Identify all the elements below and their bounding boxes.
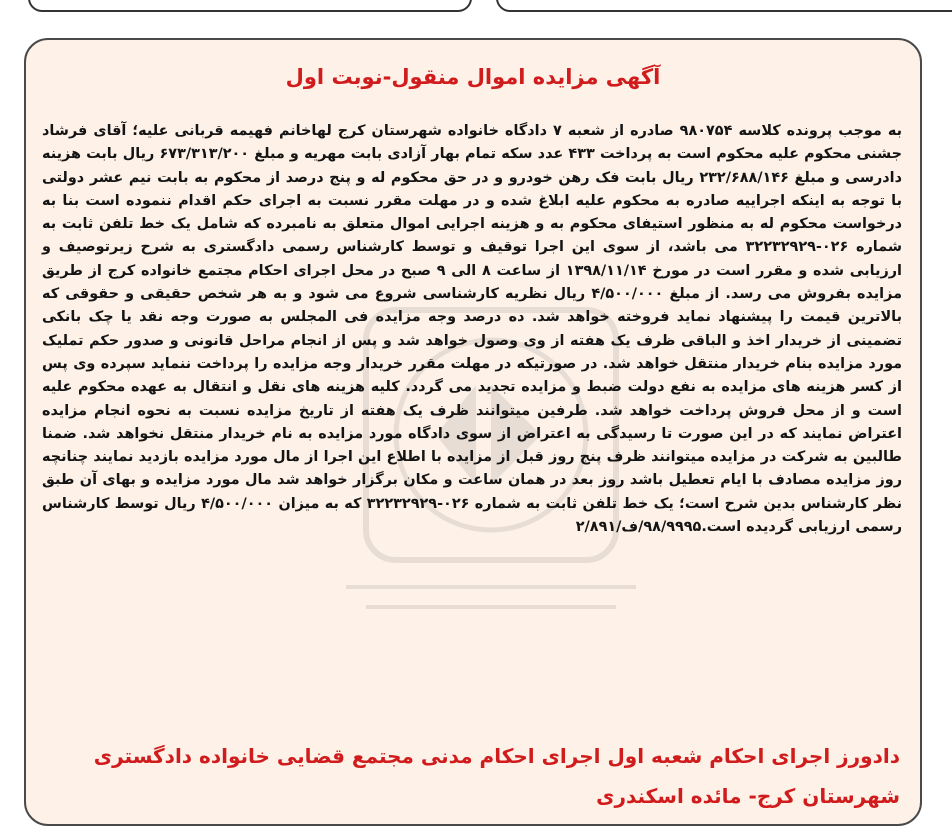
signature-line-1: دادورز اجرای احکام شعبه اول اجرای احکام مدنی مجتمع قضایی خانواده دادگستری [93, 744, 900, 768]
auction-notice-box [24, 38, 922, 826]
notice-title: آگهی مزایده اموال منقول-نوبت اول [285, 65, 661, 89]
notice-body-text: به موجب پرونده کلاسه ۹۸۰۷۵۴ صادره از شعبه ۷ دادگاه خانواده شهرستان کرج لهاخانم فهیمه قربانی علیه؛ آقای فرشاد جشنی محکوم علیه محکوم است به پرداخت ۴۳۳ عدد سکه تمام بهار آزادی بابت مهریه و مبلغ ۶۷۳/۳۱۳/۲۰۰ ریال بابت هزینه دادرسی و مبلغ ۲۳۲/۶۸۸/۱۴۶ ریال بابت فک رهن خودرو و در حق محکوم له و پنج درصد از محکوم به بابت نیم عشر دولتی با توجه به اینکه اجراییه صادره به محکوم علیه ابلاغ شده و در مهلت مقرر نسبت به اجرای حکم اقدام ننموده است بنا به درخواست محکوم له به منظور استیفای محکوم به و هزینه اجرایی اموال متعلق به نامبرده که شامل یک خط تلفن ثابت به شماره ۰۲۶-۳۲۲۳۲۹۲۹ می باشد، از سوی این اجرا توقیف و توسط کارشناس رسمی دادگستری به شرح زیرتوصیف و ارزیابی شده و مقرر است در مورخ ۱۳۹۸/۱۱/۱۴ از ساعت ۸ الی ۹ صبح در محل اجرای احکام مجتمع خانواده کرج از طریق مزایده بفروش می رسد. از مبلغ ۴/۵۰۰/۰۰۰ ریال نظریه کارشناسی شروع می شود و به هر شخص حقیقی و حقوقی که بالاترین قیمت را پیشنهاد نماید فروخته خواهد شد. ده درصد وجه مزایده فی المجلس به صورت وجه نقد یا چک بانکی تضمینی از خریدار اخذ و الباقی ظرف یک هفته از وی وصول خواهد شد و پس از انجام مراحل قانونی و صدور حکم تملیک مورد مزایده بنام خریدار منتقل خواهد شد. در صورتیکه در مهلت مقرر خریدار وجه مزایده را پرداخت ننماید سپرده وی پس از کسر هزینه های مزایده به نفع دولت ضبط و مزایده تجدید می گردد. کلیه هزینه های نقل و انتقال به عهده محکوم علیه است و از محل فروش پرداخت خواهد شد. طرفین میتوانند ظرف یک هفته از تاریخ مزایده نسبت به نحوه انجام مزایده اعتراض نمایند که در این صورت تا رسیدگی به اعتراض از سوی دادگاه مورد مزایده به نام خریدار منتقل نخواهد شد. ضمنا طالبین به شرکت در مزایده میتوانند ظرف پنج روز قبل از مزایده با اطلاع این اجرا از مال مورد مزایده بازدید نمایند چنانچه روز مزایده مصادف با ایام تعطیل باشد روز بعد در همان ساعت و مکان برگزار خواهد شد مال مورد مزایده و بهای آن طبق نظر کارشناس بدین شرح است؛ یک خط تلفن ثابت به شماره ۰۲۶-۳۲۲۳۲۹۲۹ که به میزان ۴/۵۰۰/۰۰۰ ریال توسط کارشناس رسمی ارزیابی گردیده است.۹۸/۹۹۹۵/ف/۲/۸۹۱ [42, 123, 903, 536]
previous-notice-frame-left [28, 0, 472, 12]
previous-notice-frame-right [496, 0, 952, 12]
signature-line-2: شهرستان کرج- مائده اسکندری [596, 784, 900, 808]
